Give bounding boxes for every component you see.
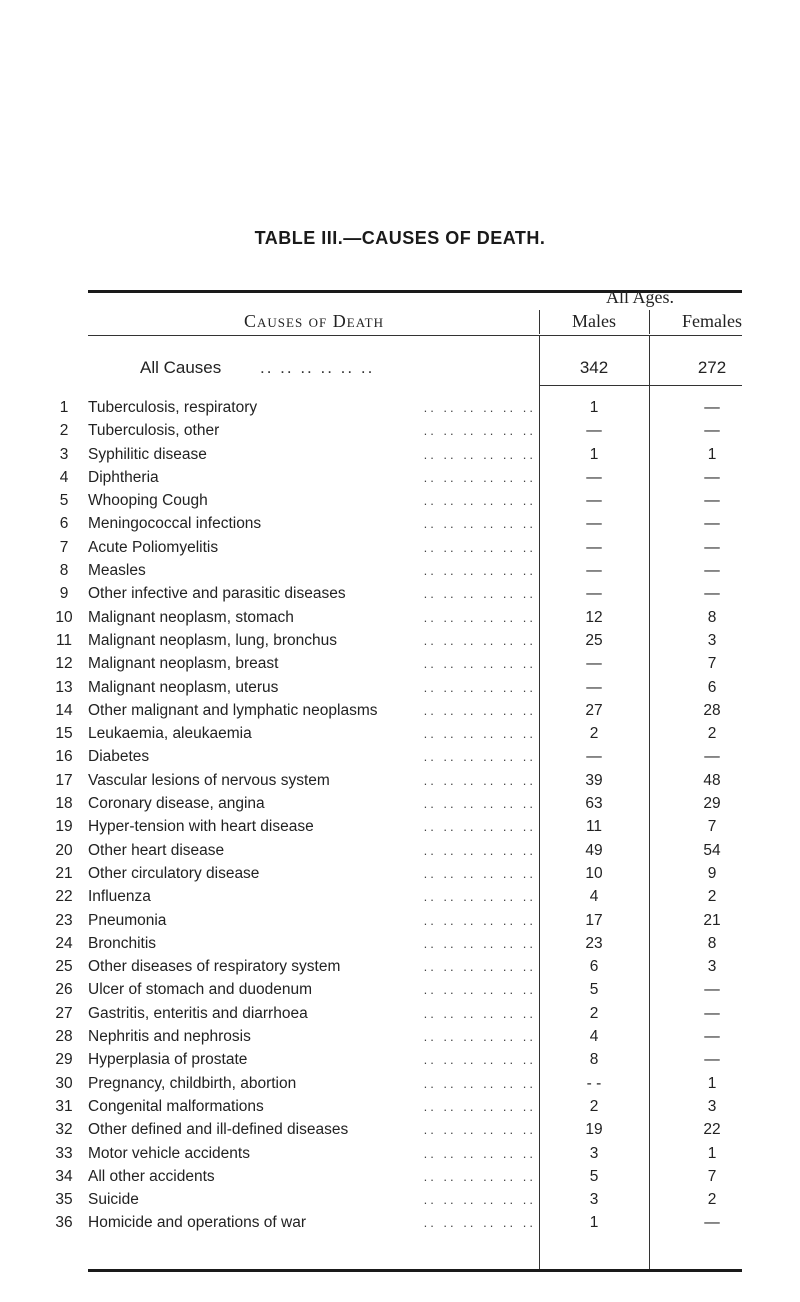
males-value: 1 <box>540 396 648 419</box>
cause-label: Other circulatory disease <box>88 862 265 885</box>
table-row <box>0 792 800 815</box>
females-value: — <box>652 1025 772 1048</box>
leader-dots: .. .. .. .. .. .. <box>423 772 536 788</box>
females-value: 48 <box>652 769 772 792</box>
females-value: — <box>652 512 772 535</box>
leader-dots: .. .. .. .. .. .. <box>423 1029 536 1045</box>
row-number: 21 <box>55 864 73 882</box>
table-row <box>0 1118 800 1141</box>
cause-label: Tuberculosis, other <box>88 419 225 442</box>
table-row <box>0 909 800 932</box>
table-row <box>0 652 800 675</box>
females-value: 29 <box>652 792 772 815</box>
leader-dots: .. .. .. .. .. .. <box>423 1192 536 1208</box>
cause-label: Nephritis and nephrosis <box>88 1025 257 1048</box>
table-row <box>0 676 800 699</box>
males-value: 27 <box>540 699 648 722</box>
males-value: 63 <box>540 792 648 815</box>
table-row <box>0 512 800 535</box>
cause-label: Hyperplasia of prostate <box>88 1048 253 1071</box>
leader-dots: .. .. .. .. .. .. <box>423 539 536 555</box>
row-number: 26 <box>55 981 73 999</box>
leader-dots: .. .. .. .. .. .. <box>423 632 536 648</box>
males-value: 19 <box>540 1118 648 1141</box>
table-row <box>0 932 800 955</box>
table-row <box>0 978 800 1001</box>
table-row <box>0 722 800 745</box>
leader-dots: .. .. .. .. .. .. <box>423 935 536 951</box>
cause-label: Malignant neoplasm, uterus <box>88 676 284 699</box>
males-value: 6 <box>540 955 648 978</box>
leader-dots: .. .. .. .. .. .. <box>423 1168 536 1184</box>
table-title: TABLE III.—CAUSES OF DEATH. <box>254 228 546 248</box>
cause-label: Acute Poliomyelitis <box>88 536 224 559</box>
males-value: — <box>540 745 648 768</box>
females-value: — <box>652 466 772 489</box>
females-value: 2 <box>652 885 772 908</box>
females-value: — <box>652 396 772 419</box>
table-row <box>0 629 800 652</box>
females-value: — <box>652 1211 772 1234</box>
row-number: 28 <box>55 1028 73 1046</box>
row-number: 15 <box>55 725 73 743</box>
header-divider-right <box>649 310 650 334</box>
females-value: 8 <box>652 606 772 629</box>
cause-label: Diphtheria <box>88 466 165 489</box>
row-number: 30 <box>55 1074 73 1092</box>
cause-label: Other malignant and lymphatic neoplasms <box>88 699 383 722</box>
cause-label: Tuberculosis, respiratory <box>88 396 263 419</box>
row-number: 19 <box>55 818 73 836</box>
males-value: — <box>540 489 648 512</box>
males-value: — <box>540 652 648 675</box>
row-number: 18 <box>55 795 73 813</box>
leader-dots: .. .. .. .. .. .. <box>423 446 536 462</box>
cause-label: Pneumonia <box>88 909 172 932</box>
females-value: 3 <box>652 1095 772 1118</box>
table-row <box>0 559 800 582</box>
cause-label: Other heart disease <box>88 839 230 862</box>
all-causes-rule <box>540 385 742 386</box>
table-row <box>0 815 800 838</box>
cause-label: Bronchitis <box>88 932 162 955</box>
females-value: 3 <box>652 629 772 652</box>
cause-label: Congenital malformations <box>88 1095 270 1118</box>
all-causes-females: 272 <box>697 358 727 377</box>
females-value: — <box>652 559 772 582</box>
cause-label: Other defined and ill-defined diseases <box>88 1118 354 1141</box>
table-row <box>0 699 800 722</box>
leader-dots: .. .. .. .. .. .. <box>423 1122 536 1138</box>
header-males: Males <box>572 311 616 331</box>
row-number: 17 <box>55 771 73 789</box>
cause-label: Other infective and parasitic diseases <box>88 582 352 605</box>
females-value: 28 <box>652 699 772 722</box>
females-value: — <box>652 582 772 605</box>
males-value: 12 <box>540 606 648 629</box>
row-number: 9 <box>59 585 69 603</box>
row-number: 10 <box>55 608 73 626</box>
leader-dots: .. .. .. .. .. .. <box>423 982 536 998</box>
cause-label: Malignant neoplasm, stomach <box>88 606 300 629</box>
cause-label: Hyper-tension with heart disease <box>88 815 320 838</box>
table-row <box>0 396 800 419</box>
females-value: 3 <box>652 955 772 978</box>
cause-label: Leukaemia, aleukaemia <box>88 722 258 745</box>
males-value: 39 <box>540 769 648 792</box>
table-row <box>0 419 800 442</box>
row-number: 8 <box>59 562 69 580</box>
leader-dots: .. .. .. .. .. .. <box>423 726 536 742</box>
leader-dots: .. .. .. .. .. .. <box>423 656 536 672</box>
leader-dots: .. .. .. .. .. .. <box>423 1215 536 1231</box>
females-value: — <box>652 419 772 442</box>
cause-label: Meningococcal infections <box>88 512 267 535</box>
row-number: 20 <box>55 841 73 859</box>
cause-label: Coronary disease, angina <box>88 792 271 815</box>
males-value: 5 <box>540 1165 648 1188</box>
cause-label: Ulcer of stomach and duodenum <box>88 978 318 1001</box>
header-divider-left <box>539 310 540 334</box>
row-number: 24 <box>55 934 73 952</box>
males-value: 4 <box>540 1025 648 1048</box>
all-causes-label: All Causes <box>140 358 222 377</box>
cause-label: Measles <box>88 559 152 582</box>
cause-label: All other accidents <box>88 1165 221 1188</box>
females-value: 7 <box>652 815 772 838</box>
females-value: 9 <box>652 862 772 885</box>
cause-label: Suicide <box>88 1188 145 1211</box>
row-number: 12 <box>55 655 73 673</box>
row-number: 4 <box>59 468 69 486</box>
males-value: - - <box>540 1072 648 1095</box>
bottom-rule <box>88 1269 742 1272</box>
males-value: — <box>540 419 648 442</box>
header-females: Females <box>682 311 742 331</box>
females-value: — <box>652 1002 772 1025</box>
row-number: 5 <box>59 492 69 510</box>
males-value: 17 <box>540 909 648 932</box>
females-value: — <box>652 536 772 559</box>
males-value: 1 <box>540 1211 648 1234</box>
females-value: 22 <box>652 1118 772 1141</box>
males-value: — <box>540 582 648 605</box>
table-row <box>0 745 800 768</box>
table-row <box>0 1072 800 1095</box>
females-value: — <box>652 745 772 768</box>
header-all-ages: All Ages. <box>605 287 674 307</box>
cause-label: Malignant neoplasm, breast <box>88 652 284 675</box>
row-number: 31 <box>55 1097 73 1115</box>
table-row <box>0 1048 800 1071</box>
leader-dots: .. .. .. .. .. .. <box>423 959 536 975</box>
leader-dots: .. .. .. .. .. .. <box>423 1052 536 1068</box>
males-value: 3 <box>540 1142 648 1165</box>
females-value: 7 <box>652 1165 772 1188</box>
row-number: 1 <box>59 399 69 416</box>
females-value: 1 <box>652 1072 772 1095</box>
males-value: — <box>540 536 648 559</box>
table-row <box>0 1188 800 1211</box>
males-value: 8 <box>540 1048 648 1071</box>
row-number: 25 <box>55 958 73 976</box>
females-value: — <box>652 978 772 1001</box>
cause-label: Motor vehicle accidents <box>88 1142 256 1165</box>
females-value: 54 <box>652 839 772 862</box>
cause-label: Malignant neoplasm, lung, bronchus <box>88 629 343 652</box>
males-value: 25 <box>540 629 648 652</box>
leader-dots: .. .. .. .. .. .. <box>423 912 536 928</box>
table-row <box>0 885 800 908</box>
leader-dots: .. .. .. .. .. .. <box>423 702 536 718</box>
males-value: 2 <box>540 722 648 745</box>
females-value: 8 <box>652 932 772 955</box>
leader-dots: .. .. .. .. .. .. <box>423 586 536 602</box>
table-row <box>0 1025 800 1048</box>
females-value: 1 <box>652 1142 772 1165</box>
leader-dots: .. .. .. .. .. .. <box>423 865 536 881</box>
row-number: 14 <box>55 701 73 719</box>
females-value: — <box>652 1048 772 1071</box>
leader-dots: .. .. .. .. .. .. <box>423 1075 536 1091</box>
cause-label: Gastritis, enteritis and diarrhoea <box>88 1002 314 1025</box>
table-row <box>0 839 800 862</box>
table-row <box>0 582 800 605</box>
leader-dots: .. .. .. .. .. .. <box>423 469 536 485</box>
table-row <box>0 466 800 489</box>
females-value: 1 <box>652 443 772 466</box>
row-number: 35 <box>55 1191 73 1209</box>
leader-dots: .. .. .. .. .. .. <box>423 679 536 695</box>
males-value: 2 <box>540 1002 648 1025</box>
leader-dots: .. .. .. .. .. .. <box>423 749 536 765</box>
row-number: 3 <box>59 445 69 463</box>
cause-label: Homicide and operations of war <box>88 1211 312 1234</box>
leader-dots: .. .. .. .. .. .. <box>423 796 536 812</box>
females-value: — <box>652 489 772 512</box>
row-number: 34 <box>55 1167 73 1185</box>
cause-label: Influenza <box>88 885 157 908</box>
females-value: 2 <box>652 722 772 745</box>
table-row <box>0 955 800 978</box>
females-value: 21 <box>652 909 772 932</box>
leader-dots: .. .. .. .. .. .. <box>423 609 536 625</box>
females-value: 2 <box>652 1188 772 1211</box>
all-causes-males: 342 <box>579 358 609 377</box>
males-value: 23 <box>540 932 648 955</box>
males-value: 5 <box>540 978 648 1001</box>
row-number: 32 <box>55 1121 73 1139</box>
row-number: 16 <box>55 748 73 766</box>
row-number: 7 <box>59 538 69 556</box>
cause-label: Syphilitic disease <box>88 443 213 466</box>
leader-dots: .. .. .. .. .. .. <box>423 1005 536 1021</box>
leader-dots: .. .. .. .. .. .. <box>423 423 536 439</box>
cause-label: Vascular lesions of nervous system <box>88 769 336 792</box>
males-value: — <box>540 512 648 535</box>
row-number: 33 <box>55 1144 73 1162</box>
males-value: — <box>540 676 648 699</box>
leader-dots: .. .. .. .. .. .. <box>423 1145 536 1161</box>
causes-table-body <box>0 396 800 1235</box>
table-row <box>0 1211 800 1234</box>
row-number: 29 <box>55 1051 73 1069</box>
leader-dots: .. .. .. .. .. .. <box>423 516 536 532</box>
header-causes-of-death: Causes of Death <box>243 311 385 331</box>
leader-dots: .. .. .. .. .. .. <box>423 889 536 905</box>
table-row <box>0 536 800 559</box>
row-number: 23 <box>55 911 73 929</box>
table-row <box>0 1095 800 1118</box>
row-number: 13 <box>55 678 73 696</box>
table-row <box>0 862 800 885</box>
cause-label: Other diseases of respiratory system <box>88 955 346 978</box>
header-rule <box>88 335 742 336</box>
leader-dots: .. .. .. .. .. .. <box>423 400 536 415</box>
males-value: 4 <box>540 885 648 908</box>
row-number: 6 <box>59 515 69 533</box>
males-value: 2 <box>540 1095 648 1118</box>
table-row <box>0 769 800 792</box>
row-number: 27 <box>55 1004 73 1022</box>
row-number: 22 <box>55 888 73 906</box>
cause-label: Whooping Cough <box>88 489 214 512</box>
males-value: 11 <box>540 815 648 838</box>
females-value: 6 <box>652 676 772 699</box>
leader-dots: .. .. .. .. .. .. <box>260 358 375 377</box>
females-value: 7 <box>652 652 772 675</box>
cause-label: Diabetes <box>88 745 155 768</box>
row-number: 11 <box>55 631 73 649</box>
table-row <box>0 1002 800 1025</box>
leader-dots: .. .. .. .. .. .. <box>423 493 536 509</box>
males-value: — <box>540 466 648 489</box>
males-value: 49 <box>540 839 648 862</box>
leader-dots: .. .. .. .. .. .. <box>423 1098 536 1114</box>
cause-label: Pregnancy, childbirth, abortion <box>88 1072 302 1095</box>
table-row <box>0 443 800 466</box>
table-row <box>0 489 800 512</box>
table-row <box>0 1142 800 1165</box>
males-value: 10 <box>540 862 648 885</box>
table-row <box>0 1165 800 1188</box>
row-number: 2 <box>59 422 69 440</box>
row-number: 36 <box>55 1214 73 1232</box>
males-value: — <box>540 559 648 582</box>
leader-dots: .. .. .. .. .. .. <box>423 819 536 835</box>
leader-dots: .. .. .. .. .. .. <box>423 563 536 579</box>
males-value: 3 <box>540 1188 648 1211</box>
leader-dots: .. .. .. .. .. .. <box>423 842 536 858</box>
table-row <box>0 606 800 629</box>
males-value: 1 <box>540 443 648 466</box>
